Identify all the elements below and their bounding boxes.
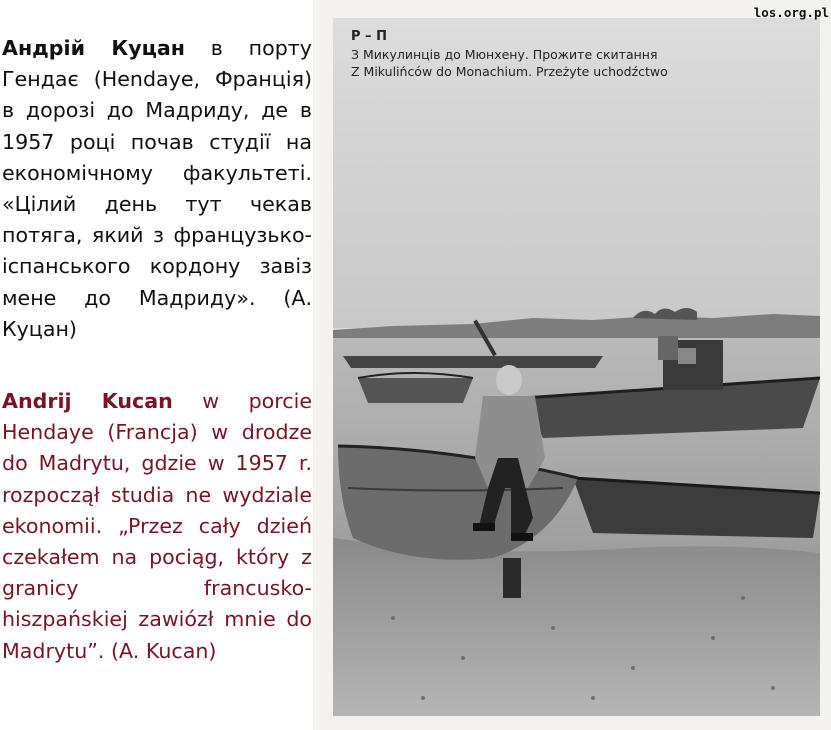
- site-label: los.org.pl: [753, 5, 829, 20]
- harbor-photo-illustration: [333, 18, 820, 716]
- ukrainian-caption-text: в порту Гендає (Hendaye, Франція) в дорозі до Мадриду, де в 1957 році почав студії на економічному факультеті. «Цілий день тут чекав потяга, який з французько-іспанського кордону завіз мене до Мадриду». (А. Куцан): [2, 36, 312, 341]
- ukrainian-caption-name: Андрій Куцан: [2, 36, 186, 60]
- photo-code: Р – П: [351, 29, 387, 44]
- ukrainian-caption: [2, 33, 312, 345]
- photo-frame: [313, 0, 831, 730]
- polish-caption-name: Andrij Kucan: [2, 389, 173, 413]
- photo-header: [351, 28, 668, 81]
- harbor-photograph: [333, 18, 820, 716]
- polish-caption-text: w porcie Hendaye (Francja) w drodze do Madrytu, gdzie w 1957 r. rozpoczął studia ne wydziale ekonomii. „Przez cały dzień czekałem na pociąg, który z granicy francusko-hiszpańskiej zawiózł mnie do Madrytu”. (A. Kucan): [2, 389, 312, 663]
- polish-caption: [2, 386, 312, 667]
- photo-title-polish: Z Mikulińców do Monachium. Przeżyte uchodźctwo: [351, 64, 668, 79]
- photo-title-ukrainian: З Микулинців до Мюнхену. Прожите скитання: [351, 46, 658, 62]
